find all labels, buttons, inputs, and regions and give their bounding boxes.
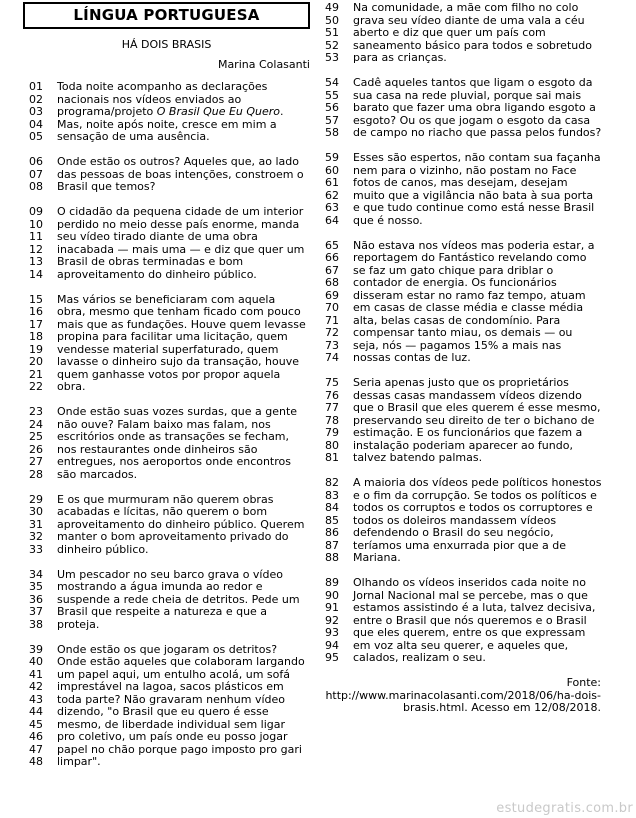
line-number: 26 bbox=[29, 442, 43, 456]
text-line bbox=[29, 681, 319, 694]
line-text: saneamento básico para todos e sobretudo bbox=[353, 38, 592, 52]
text-line bbox=[325, 377, 633, 390]
text-line bbox=[325, 302, 633, 315]
line-text: instalação poderiam aparecer ao fundo, bbox=[353, 438, 573, 452]
line-number: 37 bbox=[29, 605, 43, 618]
line-number: 31 bbox=[29, 517, 43, 531]
line-number: 16 bbox=[29, 305, 43, 318]
line-text: das pessoas de boas intenções, constroem o bbox=[57, 167, 304, 181]
line-number: 08 bbox=[29, 180, 43, 193]
line-text: se faz um gato chique para driblar o bbox=[353, 263, 554, 277]
line-number: 05 bbox=[29, 130, 43, 143]
line-text: preservando seu direito de ter o bichano de bbox=[353, 413, 595, 427]
text-line bbox=[29, 456, 319, 469]
line-number: 76 bbox=[325, 388, 339, 402]
line-number: 58 bbox=[325, 126, 339, 139]
text-line bbox=[29, 531, 319, 544]
line-number: 88 bbox=[325, 551, 339, 564]
text-line bbox=[29, 619, 319, 632]
text-line bbox=[29, 106, 319, 119]
text-line bbox=[29, 181, 319, 194]
page-title: LÍNGUA PORTUGUESA bbox=[73, 6, 260, 24]
line-number: 36 bbox=[29, 592, 43, 606]
line-number: 40 bbox=[29, 655, 43, 668]
line-number: 01 bbox=[29, 80, 43, 93]
text-line bbox=[325, 202, 633, 215]
text-line bbox=[325, 352, 633, 365]
line-text: e que tudo continue como está nesse Brasil bbox=[353, 201, 595, 214]
line-number: 65 bbox=[325, 238, 339, 252]
line-text: nos restaurantes onde dinheiros são bbox=[57, 442, 258, 456]
line-number: 85 bbox=[325, 513, 339, 527]
line-number: 78 bbox=[325, 413, 339, 427]
line-text: escritórios onde as transações se fecham, bbox=[57, 430, 290, 443]
line-number: 41 bbox=[29, 667, 43, 681]
line-text: Onde estão os outros? Aqueles que, ao lado bbox=[57, 155, 299, 168]
line-number: 07 bbox=[29, 167, 43, 181]
text-line bbox=[325, 2, 633, 15]
source-line: brasis.html. Acesso em 12/08/2018. bbox=[402, 701, 601, 714]
line-text: em casas de classe média e classe média bbox=[353, 301, 584, 314]
line-text: e o fim da corrupção. Se todos os políticos e bbox=[353, 488, 597, 502]
line-number: 60 bbox=[325, 163, 339, 177]
text-line bbox=[29, 581, 319, 594]
line-number: 43 bbox=[29, 692, 43, 706]
line-number: 48 bbox=[29, 755, 43, 768]
line-number: 79 bbox=[325, 426, 339, 439]
line-number: 32 bbox=[29, 530, 43, 543]
line-text: obra, mesmo que tenham ficado com pouco bbox=[57, 305, 301, 318]
line-number: 15 bbox=[29, 292, 43, 306]
text-line bbox=[325, 552, 633, 565]
line-number: 09 bbox=[29, 205, 43, 218]
text-line bbox=[325, 52, 633, 65]
line-text: Mas vários se beneficiaram com aquela bbox=[57, 292, 276, 306]
line-number: 80 bbox=[325, 438, 339, 452]
paragraph bbox=[325, 377, 633, 465]
text-line bbox=[325, 252, 633, 265]
line-text: vendesse material superfaturado, quem bbox=[57, 342, 279, 356]
line-text: aproveitamento do dinheiro público. Querem bbox=[57, 517, 305, 531]
line-number: 47 bbox=[29, 742, 43, 756]
line-number: 64 bbox=[325, 213, 339, 227]
text-line bbox=[325, 602, 633, 615]
line-number: 87 bbox=[325, 538, 339, 552]
paragraph bbox=[29, 81, 319, 144]
text-line bbox=[29, 131, 319, 144]
line-number: 30 bbox=[29, 505, 43, 518]
line-text: aproveitamento do dinheiro público. bbox=[57, 267, 257, 281]
line-number: 49 bbox=[325, 1, 339, 14]
line-number: 10 bbox=[29, 217, 43, 231]
line-text: todos os doleiros mandassem vídeos bbox=[353, 513, 557, 527]
line-number: 29 bbox=[29, 492, 43, 506]
title-box bbox=[23, 2, 310, 29]
line-number: 06 bbox=[29, 155, 43, 168]
line-text: nem para o vizinho, não postam no Face bbox=[353, 163, 577, 177]
text-line bbox=[29, 606, 319, 619]
line-text: limpar". bbox=[57, 755, 101, 768]
line-number: 54 bbox=[325, 76, 339, 89]
line-number: 53 bbox=[325, 51, 339, 64]
text-line bbox=[325, 627, 633, 640]
line-text: Olhando os vídeos inseridos cada noite no bbox=[353, 576, 586, 589]
paragraph bbox=[29, 569, 319, 632]
watermark: estudegratis.com.br bbox=[496, 801, 633, 816]
line-text: barato que fazer uma obra ligando esgoto a bbox=[353, 101, 596, 114]
line-text: Onde estão aqueles que colaboram largando bbox=[57, 655, 305, 668]
line-number: 28 bbox=[29, 467, 43, 481]
line-text: grava seu vídeo diante de uma vala a céu bbox=[353, 13, 585, 27]
line-text: Na comunidade, a mãe com filho no colo bbox=[353, 1, 579, 14]
line-text: Não estava nos vídeos mas poderia estar, a bbox=[353, 238, 595, 252]
text-line bbox=[29, 731, 319, 744]
text-line bbox=[29, 156, 319, 169]
line-number: 72 bbox=[325, 326, 339, 339]
line-text: programa/projeto O Brasil Que Eu Quero. bbox=[57, 105, 284, 118]
line-number: 34 bbox=[29, 567, 43, 581]
line-text: Mas, noite após noite, cresce em mim a bbox=[57, 117, 277, 131]
line-number: 56 bbox=[325, 101, 339, 114]
line-text: Onde estão suas vozes surdas, que a gente bbox=[57, 405, 298, 418]
line-number: 63 bbox=[325, 201, 339, 214]
line-number: 38 bbox=[29, 617, 43, 631]
line-number: 25 bbox=[29, 430, 43, 443]
line-number: 39 bbox=[29, 642, 43, 656]
text-line bbox=[325, 652, 633, 665]
text-line bbox=[29, 431, 319, 444]
line-text: que é nosso. bbox=[353, 213, 423, 227]
text-line bbox=[325, 502, 633, 515]
paragraph bbox=[29, 644, 319, 769]
paragraph bbox=[29, 206, 319, 281]
line-text: lavasse o dinheiro sujo da transação, houve bbox=[57, 355, 299, 368]
paragraph bbox=[29, 406, 319, 481]
line-number: 55 bbox=[325, 88, 339, 102]
line-number: 52 bbox=[325, 38, 339, 52]
text-line bbox=[325, 152, 633, 165]
paragraph bbox=[325, 152, 633, 227]
line-text: mostrando a água imunda ao redor e bbox=[57, 580, 263, 593]
line-text: que eles querem, entre os que expressam bbox=[353, 626, 586, 639]
line-text: papel no chão porque pago imposto pro gari bbox=[57, 742, 302, 756]
text-line bbox=[29, 81, 319, 94]
line-text: propina para facilitar uma licitação, quem bbox=[57, 330, 288, 343]
line-number: 59 bbox=[325, 151, 339, 164]
line-text: para as crianças. bbox=[353, 51, 447, 64]
line-number: 35 bbox=[29, 580, 43, 593]
line-text: calados, realizam o seu. bbox=[353, 651, 486, 664]
paragraph bbox=[29, 494, 319, 557]
line-text: talvez batendo palmas. bbox=[353, 451, 483, 464]
text-line bbox=[29, 381, 319, 394]
line-text: nacionais nos vídeos enviados ao bbox=[57, 92, 242, 106]
line-text: um papel aqui, um entulho acolá, um sofá bbox=[57, 667, 290, 681]
paragraph bbox=[325, 240, 633, 365]
line-text: entre o Brasil que nós queremos e o Brasil bbox=[353, 613, 587, 627]
line-number: 93 bbox=[325, 626, 339, 639]
text-line bbox=[325, 327, 633, 340]
line-number: 74 bbox=[325, 351, 339, 364]
line-text: disseram estar no ramo faz tempo, atuam bbox=[353, 288, 586, 302]
paragraph bbox=[325, 77, 633, 140]
line-text: toda parte? Não gravaram nenhum vídeo bbox=[57, 692, 286, 706]
text-line bbox=[29, 331, 319, 344]
line-text: fotos de canos, mas desejam, desejam bbox=[353, 176, 568, 189]
paragraph bbox=[29, 156, 319, 194]
line-text: perdido no meio desse país enorme, manda bbox=[57, 217, 300, 231]
line-text: aberto e diz que quer um país com bbox=[353, 26, 546, 39]
line-text: não ouve? Falam baixo mas falam, nos bbox=[57, 417, 271, 431]
text-line bbox=[325, 427, 633, 440]
line-text: inacabada — mais uma — e diz que quer um bbox=[57, 242, 305, 256]
source-line: http://www.marinacolasanti.com/2018/06/ha-dois- bbox=[325, 688, 601, 702]
line-number: 69 bbox=[325, 288, 339, 302]
line-text: Brasil que respeite a natureza e que a bbox=[57, 605, 268, 618]
text-line bbox=[29, 206, 319, 219]
author-name: Marina Colasanti bbox=[217, 58, 310, 71]
line-number: 61 bbox=[325, 176, 339, 189]
line-text: mesmo, de liberdade individual sem ligar bbox=[57, 717, 286, 731]
line-text: Toda noite acompanho as declarações bbox=[57, 80, 268, 93]
line-number: 86 bbox=[325, 526, 339, 539]
line-text: Brasil que temos? bbox=[57, 180, 156, 193]
line-number: 14 bbox=[29, 267, 43, 281]
line-text: imprestável na lagoa, sacos plásticos em bbox=[57, 680, 284, 693]
line-number: 90 bbox=[325, 588, 339, 602]
line-number: 02 bbox=[29, 92, 43, 106]
text-line bbox=[29, 656, 319, 669]
line-number: 04 bbox=[29, 117, 43, 131]
line-number: 83 bbox=[325, 488, 339, 502]
line-text: entregues, nos aeroportos onde encontros bbox=[57, 455, 291, 468]
line-number: 45 bbox=[29, 717, 43, 731]
text-line bbox=[325, 527, 633, 540]
line-text: em voz alta seu querer, e aqueles que, bbox=[353, 638, 569, 652]
line-number: 82 bbox=[325, 476, 339, 489]
line-number: 70 bbox=[325, 301, 339, 314]
text-line bbox=[325, 477, 633, 490]
paragraph bbox=[325, 577, 633, 665]
line-number: 20 bbox=[29, 355, 43, 368]
line-text: são marcados. bbox=[57, 467, 138, 481]
text-line bbox=[325, 127, 633, 140]
line-text: que o Brasil que eles querem é esse mesmo, bbox=[353, 401, 601, 414]
line-number: 44 bbox=[29, 705, 43, 718]
line-number: 68 bbox=[325, 276, 339, 289]
line-text: Cadê aqueles tantos que ligam o esgoto da bbox=[353, 76, 593, 89]
text-line bbox=[325, 452, 633, 465]
text-line bbox=[325, 277, 633, 290]
line-number: 46 bbox=[29, 730, 43, 743]
line-number: 67 bbox=[325, 263, 339, 277]
line-number: 71 bbox=[325, 313, 339, 327]
line-text: E os que murmuram não querem obras bbox=[57, 492, 274, 506]
text-line bbox=[325, 177, 633, 190]
line-number: 13 bbox=[29, 255, 43, 268]
line-number: 92 bbox=[325, 613, 339, 627]
line-number: 81 bbox=[325, 451, 339, 464]
line-text: compensar tanto miau, os demais — ou bbox=[353, 326, 573, 339]
line-text: alta, belas casas de condomínio. Para bbox=[353, 313, 561, 327]
line-text: pro coletivo, um país onde eu posso jogar bbox=[57, 730, 288, 743]
text-line bbox=[29, 356, 319, 369]
line-text: proteja. bbox=[57, 617, 100, 631]
line-number: 95 bbox=[325, 651, 339, 664]
line-number: 24 bbox=[29, 417, 43, 431]
text-column-right bbox=[325, 2, 633, 665]
line-number: 50 bbox=[325, 13, 339, 27]
text-line bbox=[29, 256, 319, 269]
line-text: seu vídeo tirado diante de uma obra bbox=[57, 230, 258, 243]
text-line bbox=[325, 102, 633, 115]
line-text: Seria apenas justo que os proprietários bbox=[353, 376, 569, 389]
line-text: estamos assistindo é a luta, talvez decisiva, bbox=[353, 601, 596, 614]
text-line bbox=[29, 406, 319, 419]
text-line bbox=[29, 306, 319, 319]
line-text: A maioria dos vídeos pede políticos honestos bbox=[353, 476, 602, 489]
paragraph bbox=[29, 294, 319, 394]
text-line bbox=[29, 506, 319, 519]
line-text: suspende a rede cheia de detritos. Pede um bbox=[57, 592, 300, 606]
line-text: todos os corruptos e todos os corruptores e bbox=[353, 501, 593, 514]
text-line bbox=[325, 402, 633, 415]
line-number: 75 bbox=[325, 376, 339, 389]
line-text: contador de energia. Os funcionários bbox=[353, 276, 557, 289]
line-text: sua casa na rede pluvial, porque sai mais bbox=[353, 88, 582, 102]
line-text: Onde estão os que jogaram os detritos? bbox=[57, 642, 278, 656]
line-text: nossas contas de luz. bbox=[353, 351, 471, 364]
line-number: 66 bbox=[325, 251, 339, 264]
line-number: 89 bbox=[325, 576, 339, 589]
text-line bbox=[29, 469, 319, 482]
line-number: 62 bbox=[325, 188, 339, 202]
line-text: Mariana. bbox=[353, 551, 401, 564]
line-text: Brasil de obras terminadas e bom bbox=[57, 255, 244, 268]
line-number: 18 bbox=[29, 330, 43, 343]
line-number: 57 bbox=[325, 113, 339, 127]
line-text: Jornal Nacional mal se percebe, mas o que bbox=[353, 588, 588, 602]
text-line bbox=[29, 269, 319, 282]
line-number: 12 bbox=[29, 242, 43, 256]
text-line bbox=[29, 706, 319, 719]
text-line bbox=[29, 544, 319, 557]
line-number: 77 bbox=[325, 401, 339, 414]
line-text: Esses são espertos, não contam sua façanha bbox=[353, 151, 601, 164]
source-line: Fonte: bbox=[566, 676, 601, 689]
line-text: teríamos uma enxurrada pior que a de bbox=[353, 538, 567, 552]
line-number: 27 bbox=[29, 455, 43, 468]
text-line bbox=[325, 577, 633, 590]
line-text: quem ganhasse votos por propor aquela bbox=[57, 367, 281, 381]
line-number: 42 bbox=[29, 680, 43, 693]
line-text: obra. bbox=[57, 380, 86, 393]
source-reference bbox=[325, 677, 601, 715]
text-line bbox=[29, 756, 319, 769]
line-number: 22 bbox=[29, 380, 43, 393]
line-text: reportagem do Fantástico revelando como bbox=[353, 251, 587, 264]
text-line bbox=[29, 231, 319, 244]
line-number: 73 bbox=[325, 338, 339, 352]
line-text: muito que a vigilância não bata à sua porta bbox=[353, 188, 594, 202]
text-line bbox=[325, 27, 633, 40]
line-text: O cidadão da pequena cidade de um interior bbox=[57, 205, 304, 218]
line-text: dizendo, "o Brasil que eu quero é esse bbox=[57, 705, 269, 718]
line-text: dinheiro público. bbox=[57, 542, 149, 556]
text-subtitle: HÁ DOIS BRASIS bbox=[121, 38, 212, 51]
line-number: 03 bbox=[29, 105, 43, 118]
line-text: esgoto? Ou os que jogam o esgoto da casa bbox=[353, 113, 591, 127]
line-text: manter o bom aproveitamento privado do bbox=[57, 530, 289, 543]
text-column-left bbox=[29, 81, 319, 769]
paragraph bbox=[325, 477, 633, 565]
line-text: de campo no riacho que passa pelos fundos? bbox=[353, 126, 602, 139]
line-number: 19 bbox=[29, 342, 43, 356]
line-text: estimação. E os funcionários que fazem a bbox=[353, 426, 583, 439]
line-number: 17 bbox=[29, 317, 43, 331]
line-text: dessas casas mandassem vídeos dizendo bbox=[353, 388, 582, 402]
line-number: 91 bbox=[325, 601, 339, 614]
text-line bbox=[325, 77, 633, 90]
line-number: 84 bbox=[325, 501, 339, 514]
paragraph bbox=[325, 2, 633, 65]
line-number: 11 bbox=[29, 230, 43, 243]
text-line bbox=[325, 215, 633, 228]
line-number: 33 bbox=[29, 542, 43, 556]
line-number: 21 bbox=[29, 367, 43, 381]
line-text: Um pescador no seu barco grava o vídeo bbox=[57, 567, 283, 581]
line-text: seja, nós — pagamos 15% a mais nas bbox=[353, 338, 562, 352]
line-number: 23 bbox=[29, 405, 43, 418]
line-number: 51 bbox=[325, 26, 339, 39]
line-number: 94 bbox=[325, 638, 339, 652]
line-text: mais que as fundações. Houve quem levasse bbox=[57, 317, 306, 331]
line-text: acabadas e lícitas, não querem o bom bbox=[57, 505, 268, 518]
line-text: defendendo o Brasil do seu negócio, bbox=[353, 526, 554, 539]
line-text: sensação de uma ausência. bbox=[57, 130, 210, 143]
